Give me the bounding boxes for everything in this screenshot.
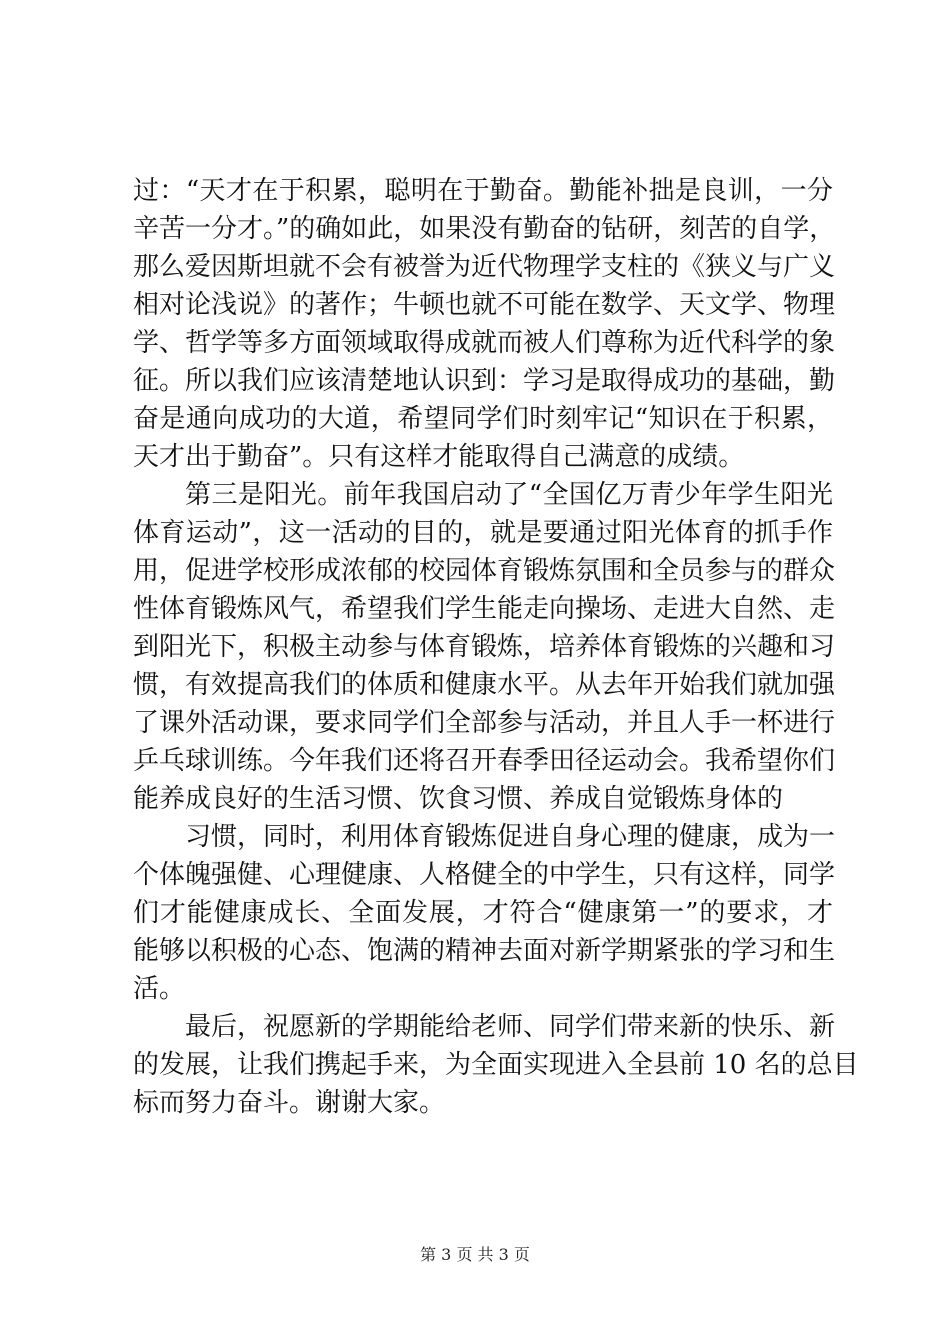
text-line: 奋是通向成功的大道，希望同学们时刻牢记“知识在于积累，	[133, 404, 833, 434]
text-line: 相对论浅说》的著作；牛顿也就不可能在数学、天文学、物理	[133, 290, 836, 320]
text-line: 乒乓球训练。今年我们还将召开春季田径运动会。我希望你们	[133, 746, 836, 776]
text-line: 最后，祝愿新的学期能给老师、同学们带来新的快乐、新	[185, 1012, 836, 1042]
text-line: 天才出于勤奋”。只有这样才能取得自己满意的成绩。	[133, 442, 745, 472]
text-line: 过：“天才在于积累，聪明在于勤奋。勤能补拙是良训，一分	[133, 176, 833, 206]
text-line: 辛苦一分才。”的确如此，如果没有勤奋的钻研，刻苦的自学，	[133, 214, 836, 244]
text-line: 征。所以我们应该清楚地认识到：学习是取得成功的基础，勤	[133, 366, 836, 396]
text-line: 那么爱因斯坦就不会有被誉为近代物理学支柱的《狭义与广义	[133, 252, 836, 282]
text-line: 用，促进学校形成浓郁的校园体育锻炼氛围和全员参与的群众	[133, 556, 836, 586]
text-line: 性体育锻炼风气，希望我们学生能走向操场、走进大自然、走	[133, 594, 836, 624]
text-line: 了课外活动课，要求同学们全部参与活动，并且人手一杯进行	[133, 708, 836, 738]
text-line: 学、哲学等多方面领域取得成就而被人们尊称为近代科学的象	[133, 328, 836, 358]
text-line: 能养成良好的生活习惯、饮食习惯、养成自觉锻炼身体的	[133, 784, 784, 814]
text-line: 惯，有效提高我们的体质和健康水平。从去年开始我们就加强	[133, 670, 836, 700]
text-line: 到阳光下，积极主动参与体育锻炼，培养体育锻炼的兴趣和习	[133, 632, 836, 662]
text-line: 第三是阳光。前年我国启动了“全国亿万青少年学生阳光	[185, 480, 833, 510]
text-line: 活。	[133, 974, 186, 1004]
text-line: 个体魄强健、心理健康、人格健全的中学生，只有这样，同学	[133, 860, 836, 890]
page-footer: 第 3 页 共 3 页	[420, 1245, 530, 1264]
text-line: 习惯，同时，利用体育锻炼促进自身心理的健康，成为一	[185, 822, 836, 852]
text-line: 体育运动”，这一活动的目的，就是要通过阳光体育的抓手作	[133, 518, 833, 548]
text-line: 能够以积极的心态、饱满的精神去面对新学期紧张的学习和生	[133, 936, 836, 966]
document-body	[133, 172, 859, 1122]
text-line: 的发展，让我们携起手来，为全面实现进入全县前 10 名的总目	[133, 1050, 859, 1080]
text-line: 们才能健康成长、全面发展，才符合“健康第一”的要求，才	[133, 898, 833, 928]
text-line: 标而努力奋斗。谢谢大家。	[133, 1088, 446, 1118]
